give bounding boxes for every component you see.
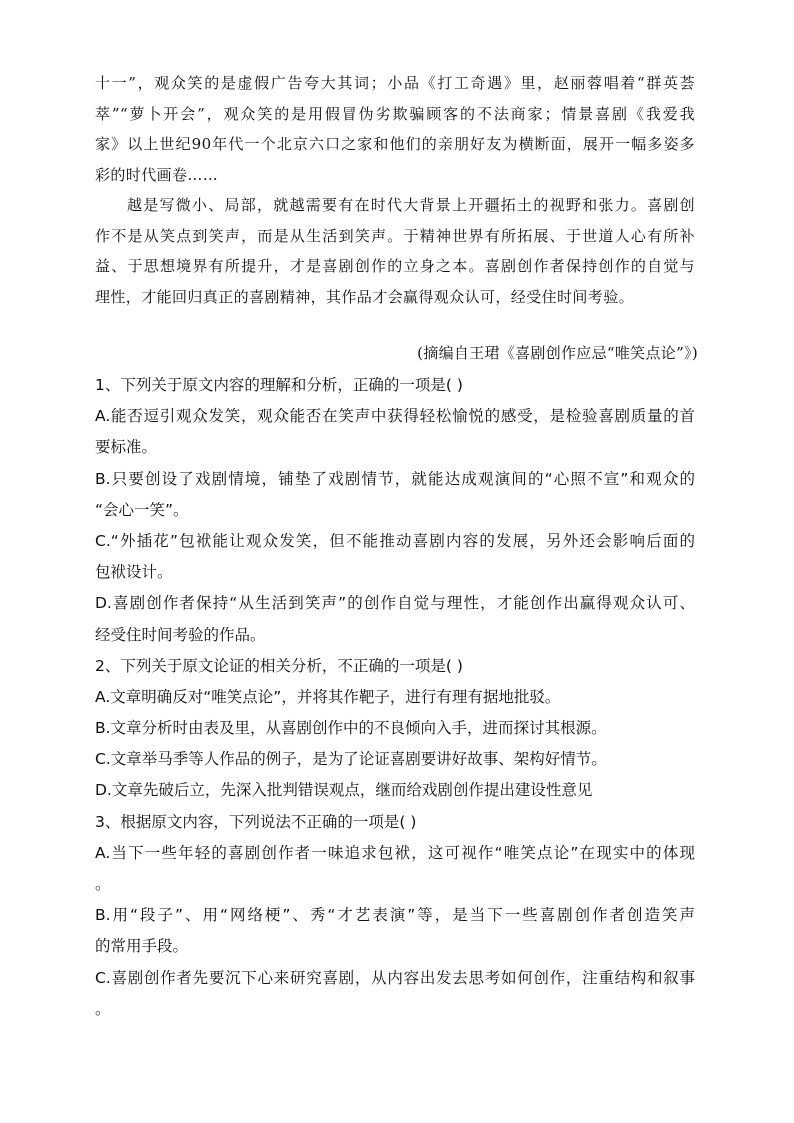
- question-3-option-c-cont: 。: [95, 999, 111, 1018]
- passage-line: 作不是从笑点到笑声，而是从生活到笑声。于精神世界有所拓展、于世道人心有所补: [95, 226, 695, 245]
- question-3-option-b-cont: 的常用手段。: [95, 937, 189, 956]
- passage-line: 益、于思想境界有所提升，才是喜剧创作的立身之本。喜剧创作者保持创作的自觉与: [95, 257, 695, 275]
- question-3-option-c: C.喜剧创作者先要沉下心来研究喜剧，从内容出发去思考如何创作，注重结构和叙事: [95, 968, 695, 987]
- question-1-stem: 1、下列关于原文内容的理解和分析，正确的一项是( ): [95, 376, 463, 394]
- question-1-option-b: B.只要创设了戏剧情境，铺垫了戏剧情节，就能达成观演间的“心照不宣”和观众的: [95, 469, 695, 488]
- question-1-option-a-cont: 要标准。: [95, 438, 158, 457]
- question-2-option-a: A.文章明确反对“唯笑点论”，并将其作靶子，进行有理有据地批驳。: [95, 687, 561, 706]
- passage-source-citation: (摘编自王珺《喜剧创作应忌“唯笑点论”》): [417, 344, 698, 362]
- passage-line: 家》以上世纪90年代一个北京六口之家和他们的亲朋好友为横断面，展开一幅多姿多: [95, 135, 695, 153]
- question-3-stem: 3、根据原文内容，下列说法不正确的一项是( ): [95, 812, 417, 831]
- question-2-stem: 2、下列关于原文论证的相关分析，不正确的一项是( ): [95, 656, 463, 675]
- passage-paragraph-2: [95, 190, 695, 312]
- passage-line: 十一”，观众笑的是虚假广告夸大其词；小品《打工奇遇》里，赵丽蓉唱着“群英荟: [95, 74, 695, 92]
- question-1-option-d: D.喜剧创作者保持“从生活到笑声”的创作自觉与理性，才能创作出赢得观众认可、: [95, 594, 695, 613]
- question-1-option-c-cont: 包袱设计。: [95, 563, 173, 582]
- passage-line: 彩的时代画卷……: [95, 165, 219, 184]
- question-3-option-a-cont: 。: [95, 875, 111, 893]
- question-1-option-b-cont: “会心一笑”。: [95, 500, 189, 519]
- question-1-option-c: C.“外插花”包袱能让观众发笑，但不能推动喜剧内容的发展，另外还会影响后面的: [95, 531, 695, 550]
- question-1-option-a: A.能否逗引观众发笑，观众能否在笑声中获得轻松愉悦的感受，是检验喜剧质量的首: [95, 407, 695, 426]
- question-3-option-a: A.当下一些年轻的喜剧创作者一味追求包袱，这可视作“唯笑点论”在现实中的体现: [95, 843, 695, 862]
- passage-line: 理性，才能回归真正的喜剧精神，其作品才会赢得观众认可，经受住时间考验。: [95, 287, 635, 306]
- question-2-option-c: C.文章举马季等人作品的例子，是为了论证喜剧要讲好故事、架构好情节。: [95, 750, 607, 769]
- question-2-option-b: B.文章分析时由表及里，从喜剧创作中的不良倾向入手，进而探讨其根源。: [95, 719, 607, 738]
- question-1-option-d-cont: 经受住时间考验的作品。: [95, 625, 266, 644]
- question-3-option-b: B.用“段子”、用“网络梗”、秀“才艺表演”等，是当下一些喜剧创作者创造笑声: [95, 906, 695, 925]
- questions-section: [95, 370, 695, 1025]
- passage-paragraph-1: [95, 68, 695, 190]
- passage-line: 萃”“萝卜开会”，观众笑的是用假冒伪劣欺骗顾客的不法商家；情景喜剧《我爱我: [95, 104, 695, 123]
- question-2-option-d: D.文章先破后立，先深入批判错误观点，继而给戏剧创作提出建设性意见: [95, 781, 593, 800]
- passage-line: 越是写微小、局部，就越需要有在时代大背景上开疆拓土的视野和张力。喜剧创: [127, 196, 695, 214]
